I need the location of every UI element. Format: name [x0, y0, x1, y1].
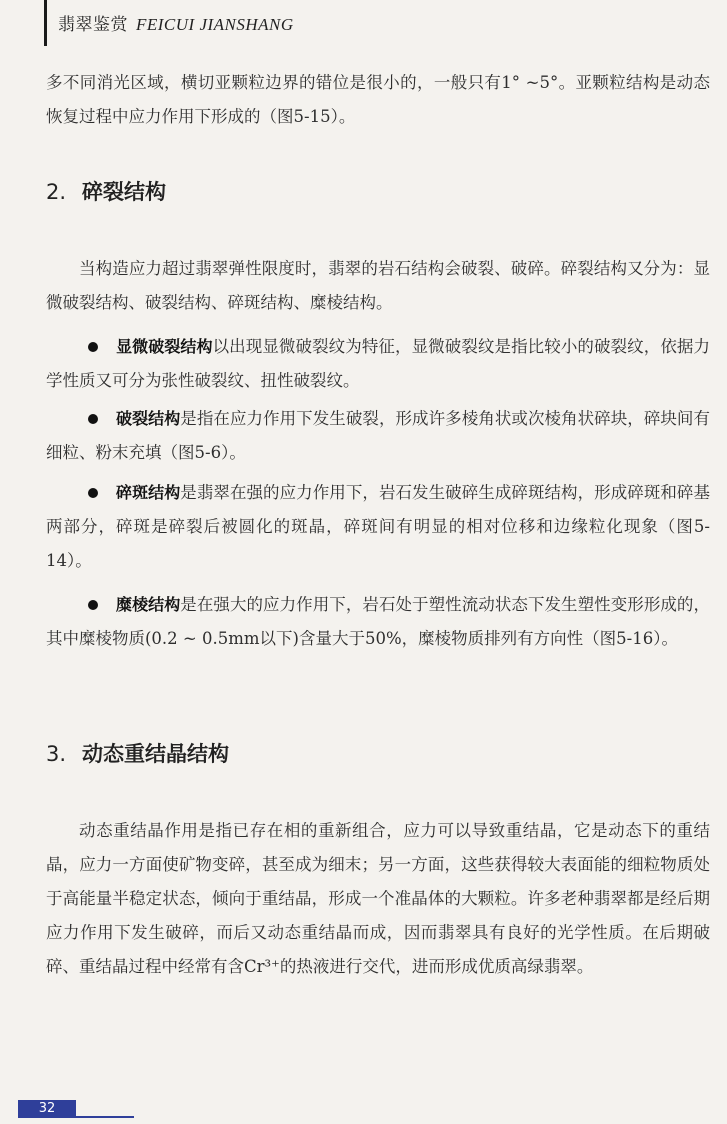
book-title — [58, 10, 294, 35]
section-number: 3. — [46, 742, 67, 766]
book-title-cn: 翡翠鉴赏 — [58, 15, 128, 35]
term: 破裂结构 — [116, 409, 181, 428]
section2-intro: 当构造应力超过翡翠弹性限度时，翡翠的岩石结构会破裂、破碎。碎裂结构又分为：显微破裂结构、破裂结构、碎斑结构、糜棱结构。 — [46, 259, 710, 312]
page-number: 32 — [38, 1101, 56, 1116]
list-item-porphyroclastic — [46, 476, 710, 578]
bullet-icon — [88, 414, 98, 424]
bullet-icon — [88, 342, 98, 352]
footer-rule — [76, 1116, 134, 1118]
list-item-mylonitic — [46, 588, 710, 656]
intro-paragraph: 多不同消光区域，横切亚颗粒边界的错位是很小的，一般只有1° ~5°。亚颗粒结构是动态恢复过程中应力作用下形成的（图5-15）。 — [46, 73, 710, 126]
section-number: 2. — [46, 180, 67, 204]
book-title-en: FEICUI JIANSHANG — [136, 15, 294, 34]
definition: 是翡翠在强的应力作用下，岩石发生破碎生成碎斑结构，形成碎斑和碎基两部分，碎斑是碎裂后被圆化的斑晶，碎斑间有明显的相对位移和边缘粒化现象（图5-14）。 — [46, 483, 710, 570]
definition: 是指在应力作用下发生破裂，形成许多棱角状或次棱角状碎块，碎块间有细粒、粉末充填（图5-6）。 — [46, 409, 710, 462]
list-item-microfracture — [46, 330, 710, 398]
term: 碎斑结构 — [116, 483, 181, 502]
term: 显微破裂结构 — [116, 337, 213, 356]
section-title: 动态重结晶结构 — [82, 742, 230, 766]
section-heading-2 — [46, 176, 166, 206]
bullet-icon — [88, 600, 98, 610]
running-header — [0, 0, 727, 48]
list-item-fracture — [46, 402, 710, 470]
bullet-icon — [88, 488, 98, 498]
section-title: 碎裂结构 — [82, 180, 167, 204]
definition: 是在强大的应力作用下，岩石处于塑性流动状态下发生塑性变形形成的，其中糜棱物质(0.2 ~ 0.5mm以下)含量大于50%，糜棱物质排列有方向性（图5-16）。 — [46, 595, 710, 648]
header-rule — [44, 0, 47, 46]
section3-body: 动态重结晶作用是指已存在相的重新组合，应力可以导致重结晶，它是动态下的重结晶，应力一方面使矿物变碎，甚至成为细末；另一方面，这些获得较大表面能的细粒物质处于高能量半稳定状态，倾向于重结晶，形成一个准晶体的大颗粒。许多老种翡翠都是经后期应力作用下发生破碎，而后又动态重结晶而成，因而翡翠具有良好的光学性质。在后期破碎、重结晶过程中经常有含Cr³⁺的热液进行交代，进而形成优质高绿翡翠。 — [46, 821, 710, 976]
term: 糜棱结构 — [116, 595, 181, 614]
definition: 以出现显微破裂纹为特征，显微破裂纹是指比较小的破裂纹，依据力学性质又可分为张性破裂纹、扭性破裂纹。 — [46, 337, 710, 390]
section-heading-3 — [46, 738, 229, 768]
